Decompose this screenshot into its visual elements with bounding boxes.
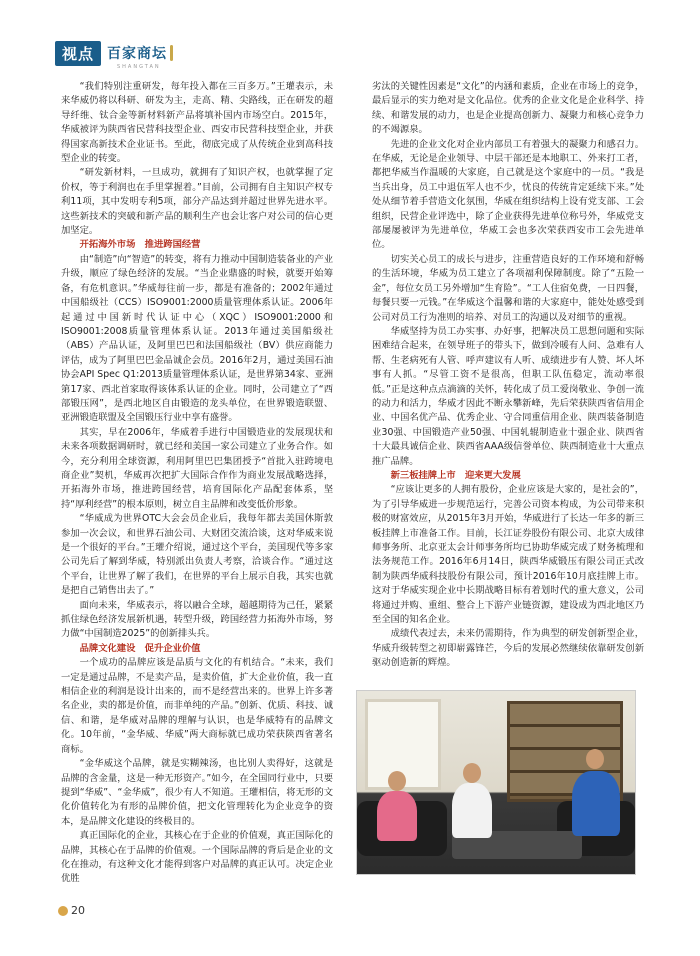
article-column-right (372, 80, 644, 671)
paragraph: 先进的企业文化对企业内部员工有着强大的凝聚力和感召力。在华威，无论是企业领导、中层干部还是本地职工、外来打工者，都把华威当作温暖的大家庭，自己就是这个家庭中的一员。“我是当兵出身，员工中退伍军人也不少，忧良的传统肯定延续下来。”处处从细节着手营造文化氛围，华威在组织结构上设有党支部、工会组织，民营企业评选中，除了企业获得先进单位称号外，华威党支部屡屡被评为先进单位，华威工会也多次荣获西安市工会先进单位。 (372, 138, 644, 251)
paragraph: 真正国际化的企业，其核心在于企业的价值观，真正国际化的品牌，其核心在于品牌的价值观。一个国际品牌的背后是企业的文化在推动，有这种文化才能得到客户对品牌的真正认可。决定企业优胜 (61, 830, 333, 885)
subheading: 新三板挂牌上市 迎来更大发展 (390, 469, 521, 481)
section-header-bar (55, 40, 173, 66)
photo-person-interviewer (377, 791, 417, 841)
paragraph: “研发新材料，一旦成功，就拥有了知识产权，也就掌握了定价权，等于利润也在手里掌握着。”目前，公司拥有自主知识产权专利11项，其中发明专利5项，部分产品达到并超过世界先进水平。这些新技术的突破和新产品的顺利生产也会让客户对公司的信心更加坚定。 (61, 167, 333, 237)
meeting-photo (356, 690, 636, 875)
paragraph: 面向未来，华威表示，将以融合全球，超越期待为己任，紧紧抓住绿色经济发展新机遇，转型升级，跨国经营力拓海外市场，努力做“中国制造2025”的创新排头兵。 (61, 599, 333, 640)
subheading: 开拓海外市场 推进跨国经营 (79, 239, 201, 251)
article-column-left (61, 80, 333, 887)
photo-person-head (388, 771, 406, 791)
page-number-text: 20 (71, 904, 85, 917)
paragraph: 切实关心员工的成长与进步，注重营造良好的工作环境和舒畅的生活环境，华威为员工建立了各项福利保障制度。除了“五险一金”，每位女员工另外增加“生育险”。“工人住宿免费，一日四餐，每餐只要一元钱。”在华威这个温馨和谐的大家庭中，能处处感受到公司对员工行为准则的培养、对员工的沟通以及对细节的重视。 (372, 253, 644, 323)
photo-person-guest (452, 783, 492, 838)
paragraph: 其实，早在2006年，华威着手进行中国锻造业的发展现状和未来各项数据调研时，就已经和美国一家公司建立了业务合作。如今，充分利用全球资源，利用阿里巴巴集团授予“首批入驻跨境电商企业”契机，华威再次把扩大国际合作作为商业发展战略选择，开拓海外市场，推进跨国经营，培育国际化产品配套体系，坚持“厚利经营”的根本原则，树立自主品牌和改变低价形象。 (61, 426, 333, 510)
photo-person-head (586, 749, 604, 769)
paragraph: 成绩代表过去，未来仍需期待，作为典型的研发创新型企业，华威升级转型之初即崭露锋芒，今后的发展必然继续依靠研发创新驱动创造新的辉煌。 (372, 628, 644, 669)
title-accent-mark (170, 45, 173, 61)
paragraph: 华威坚持为员工办实事、办好事，把解决员工思想问题和实际困难结合起来，在领导班子的带头下，做到冷暖有人问、急难有人帮、生老病死有人管、呼声建议有人听、成绩进步有人赞、坏人坏事有人抓。“尽管工资不是很高，但职工队伍稳定，流动率很低。”正是这种点点滴滴的关怀，转化成了员工爱岗敬业、争创一流的动力和活力，华威才因此不断永攀新峰，先后荣获陕西省信用企业、中国名优产品、优秀企业、守合同重信用企业、陕西装备制造业30强、中国锻造产业50强、中国轧辊制造业十强企业、陕西省十大最具诚信企业、陕西省AAA级信誉单位、陕西制造业十大重点推广品牌。 (372, 325, 644, 467)
photo-person-head (463, 763, 481, 783)
paragraph: 一个成功的品牌应该是品质与文化的有机结合。“未来，我们一定是通过品牌，不是卖产品，是卖价值，扩大企业价值，我一直相信企业的利润是设计出来的，而不是经营出来的。世界上许多著名企业，卖的都是价值，而非单纯的产品。”创新、优质、科技、诚信、和谐，是华威对品牌的理解与认识，也是华威特有的品牌文化。10年前，“金华威、华威”两大商标就已成功荣获陕西省著名商标。 (61, 657, 333, 755)
paragraph: “金华威这个品牌，就是实糊辣汤，也比别人卖得好，这就是品牌的含金量，这是一种无形资产。”如今，在全国同行业中，只要提到“华威”、“金华威”，很少有人不知道。王瓘相信，将无形的文化价值转化为有形的品牌价值，把文化管理转化为企业竞争的资本，是品牌文化建设的终极目的。 (61, 758, 333, 827)
paragraph: 劣汰的关键性因素是“文化”的内涵和素质，企业在市场上的竞争，最后显示的实力绝对是文化品位。优秀的企业文化是企业科学、持续、和谐发展的动力，也是企业提高创新力、凝聚力和核心竞争力的不竭源泉。 (372, 81, 644, 136)
section-tag: 视点 (55, 41, 101, 66)
column-subtitle: SHANGTAN (117, 64, 161, 70)
paragraph: “应该让更多的人拥有股份，企业应该是大家的，是社会的”，为了引导华威进一步规范运行，完善公司资本构成，为公司带来积极的财富效应，从2015年3月开始，华威进行了长达一年多的新三板挂牌上市准备工作。目前，长江证券股份有限公司、北京大成律师事务所、北京亚太会计师事务所均已协助华威完成了财务梳理和法务规范工作。2016年6月14日，陕西华威锻压有限公司正式改制为陕西华威科技股份有限公司，预计2016年10月底挂牌上市。这对于华威实现企业中长期战略目标有着划时代的重大意义，公司将通过并购、重组、整合上下游产业链资源，建设成为西北地区乃至全国的知名企业。 (372, 484, 644, 626)
subheading: 品牌文化建设 促升企业价值 (79, 642, 201, 654)
paragraph: “我们特别注重研发，每年投入都在三百多万。”王瓘表示，未来华威仍将以科研、研发为主，走高、精、尖路线，正在研发的超导纤维、钛合金等新材料新产品将填补国内市场空白。2015年，华威被评为陕西省民营科技型企业、西安市民营科技型企业，并获得国家高新技术企业证书。至此，彻底完成了从传统企业到高科技型企业的转变。 (61, 81, 333, 165)
paragraph: 由“制造”向“智造”的转变，将有力推动中国制造装备业的产业升级，顺应了绿色经济的发展。“当企业鼎盛的时候，就要开始筹备，有危机意识。”华威每往前一步，都是有准备的；2002年通过中国船级社（CCS）ISO9001:2000质量管理体系认证。2006年起通过中国新时代认证中心（XQC）ISO9001:2000和ISO9001:2008质量管理体系认证。2013年通过美国船级社（ABS）产品认证，及阿里巴巴和法国船级社（BV）供应商能力评估，成为了阿里巴巴金品诚企会员。2016年2月，通过美国石油协会API Spec Q1:2013质量管理体系认证，是世界第34家、亚洲第17家、西北首家取得该体系认证的企业。同时，公司建立了“西部锻压网”，是西北地区自由锻造的龙头单位，在世界锻造联盟、亚洲锻造联盟及全国锻压行业中享有盛誉。 (61, 253, 333, 424)
photo-person-host (572, 771, 620, 836)
section-header (55, 40, 215, 74)
page-number (58, 904, 85, 917)
paragraph: “华威成为世界OTC大会会员企业后，我每年都去美国休斯敦参加一次会议，和世界石油公司、大财团交流洽谈，这对华威来说是一个很好的平台。”王瓘介绍说，通过这个平台，美国现代等多家公司先后了解到华威，特别派出负责人考察，洽谈合作。“通过这个平台，让世界了解了我们，在世界的平台上展示自我，其实也就是把自己销售出去了。” (61, 513, 333, 597)
column-title: 百家商坛 (107, 46, 168, 62)
page-number-ornament (58, 906, 68, 916)
